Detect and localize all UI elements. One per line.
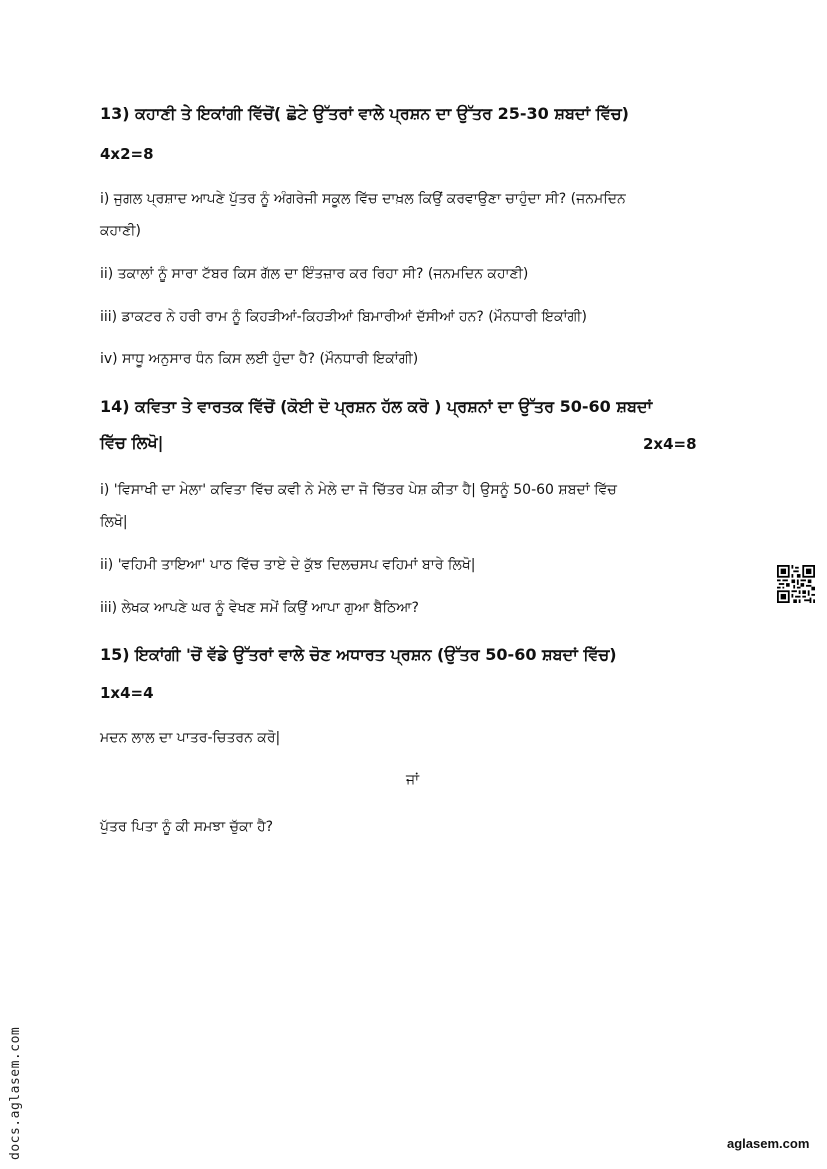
footer-brand: aglasem.com <box>727 1136 810 1151</box>
q14-item-3: iii) ਲੇਖਕ ਆਪਣੇ ਘਰ ਨੂੰ ਵੇਖਣ ਸਮੇਂ ਕਿਉਂ ਆਪਾ ਗੁਆ ਬੈਠਿਆ? <box>100 600 419 616</box>
q15-or-label: ਜਾਂ <box>406 772 420 788</box>
q14-item-2: ii) 'ਵਹਿਮੀ ਤਾਇਆ' ਪਾਠ ਵਿੱਚ ਤਾਏ ਦੇ ਕੁੱਝ ਦਿਲਚਸਪ ਵਹਿਮਾਂ ਬਾਰੇ ਲਿਖੋ| <box>100 557 476 573</box>
q14-heading-line1: 14) ਕਵਿਤਾ ਤੇ ਵਾਰਤਕ ਵਿੱਚੋਂ (ਕੋਈ ਦੋ ਪ੍ਰਸ਼ਨ ਹੱਲ ਕਰੋ ) ਪ੍ਰਸ਼ਨਾਂ ਦਾ ਉੱਤਰ 50-60 ਸ਼ਬਦਾਂ <box>100 397 653 416</box>
q13-item-4: iv) ਸਾਧੂ ਅਨੁਸਾਰ ਧੰਨ ਕਿਸ ਲਈ ਹੁੰਦਾ ਹੈ? (ਮੌਨਧਾਰੀ ਇਕਾਂਗੀ) <box>100 351 419 367</box>
q13-heading: 13) ਕਹਾਣੀ ਤੇ ਇਕਾਂਗੀ ਵਿੱਚੋਂ( ਛੋਟੇ ਉੱਤਰਾਂ ਵਾਲੇ ਪ੍ਰਸ਼ਨ ਦਾ ਉੱਤਰ 25-30 ਸ਼ਬਦਾਂ ਵਿੱਚ) <box>100 104 629 123</box>
q13-item-1: i) ਜੁਗਲ ਪ੍ਰਸ਼ਾਦ ਆਪਣੇ ਪੁੱਤਰ ਨੂੰ ਅੰਗਰੇਜੀ ਸਕੂਲ ਵਿੱਚ ਦਾਖ਼ਲ ਕਿਉਂ ਕਰਵਾਉਣਾ ਚਾਹੁੰਦਾ ਸੀ? (ਜਨਮਦਿਨ <box>100 191 626 207</box>
q13-item-2: ii) ਤਕਾਲਾਂ ਨੂੰ ਸਾਰਾ ਟੱਬਰ ਕਿਸ ਗੱਲ ਦਾ ਇੰਤਜ਼ਾਰ ਕਰ ਰਿਹਾ ਸੀ? (ਜਨਮਦਿਨ ਕਹਾਣੀ) <box>100 266 529 282</box>
q15-heading: 15) ਇਕਾਂਗੀ 'ਚੋਂ ਵੱਡੇ ਉੱਤਰਾਂ ਵਾਲੇ ਚੋਣ ਅਧਾਰਤ ਪ੍ਰਸ਼ਨ (ਉੱਤਰ 50-60 ਸ਼ਬਦਾਂ ਵਿੱਚ) <box>100 645 617 664</box>
q13-item-3: iii) ਡਾਕਟਰ ਨੇ ਹਰੀ ਰਾਮ ਨੂੰ ਕਿਹੜੀਆਂ-ਕਿਹੜੀਆਂ ਬਿਮਾਰੀਆਂ ਦੱਸੀਆਂ ਹਨ? (ਮੌਨਧਾਰੀ ਇਕਾਂਗੀ) <box>100 309 587 325</box>
q14-heading-line2: ਵਿੱਚ ਲਿਖੋ| <box>100 433 164 452</box>
q15-marks: 1x4=4 <box>100 684 154 702</box>
qr-code-icon[interactable] <box>777 565 815 603</box>
q14-marks: 2x4=8 <box>643 435 697 453</box>
q14-item-1: i) 'ਵਿਸਾਖੀ ਦਾ ਮੇਲਾ' ਕਵਿਤਾ ਵਿੱਚ ਕਵੀ ਨੇ ਮੇਲੇ ਦਾ ਜੋ ਚਿੱਤਰ ਪੇਸ਼ ਕੀਤਾ ਹੈ| ਉਸਨੂੰ 50-60 ਸ਼ਬਦਾਂ ਵਿੱਚ <box>100 482 617 498</box>
vertical-watermark-url: docs.aglasem.com <box>8 1026 23 1160</box>
q15-option-a: ਮਦਨ ਲਾਲ ਦਾ ਪਾਤਰ-ਚਿਤਰਨ ਕਰੋ| <box>100 730 281 746</box>
q13-item-1-cont: ਕਹਾਣੀ) <box>100 223 141 239</box>
q15-option-b: ਪੁੱਤਰ ਪਿਤਾ ਨੂੰ ਕੀ ਸਮਝਾ ਚੁੱਕਾ ਹੈ? <box>100 819 274 835</box>
q13-marks: 4x2=8 <box>100 145 154 163</box>
q14-item-1-cont: ਲਿਖੋ| <box>100 514 128 530</box>
